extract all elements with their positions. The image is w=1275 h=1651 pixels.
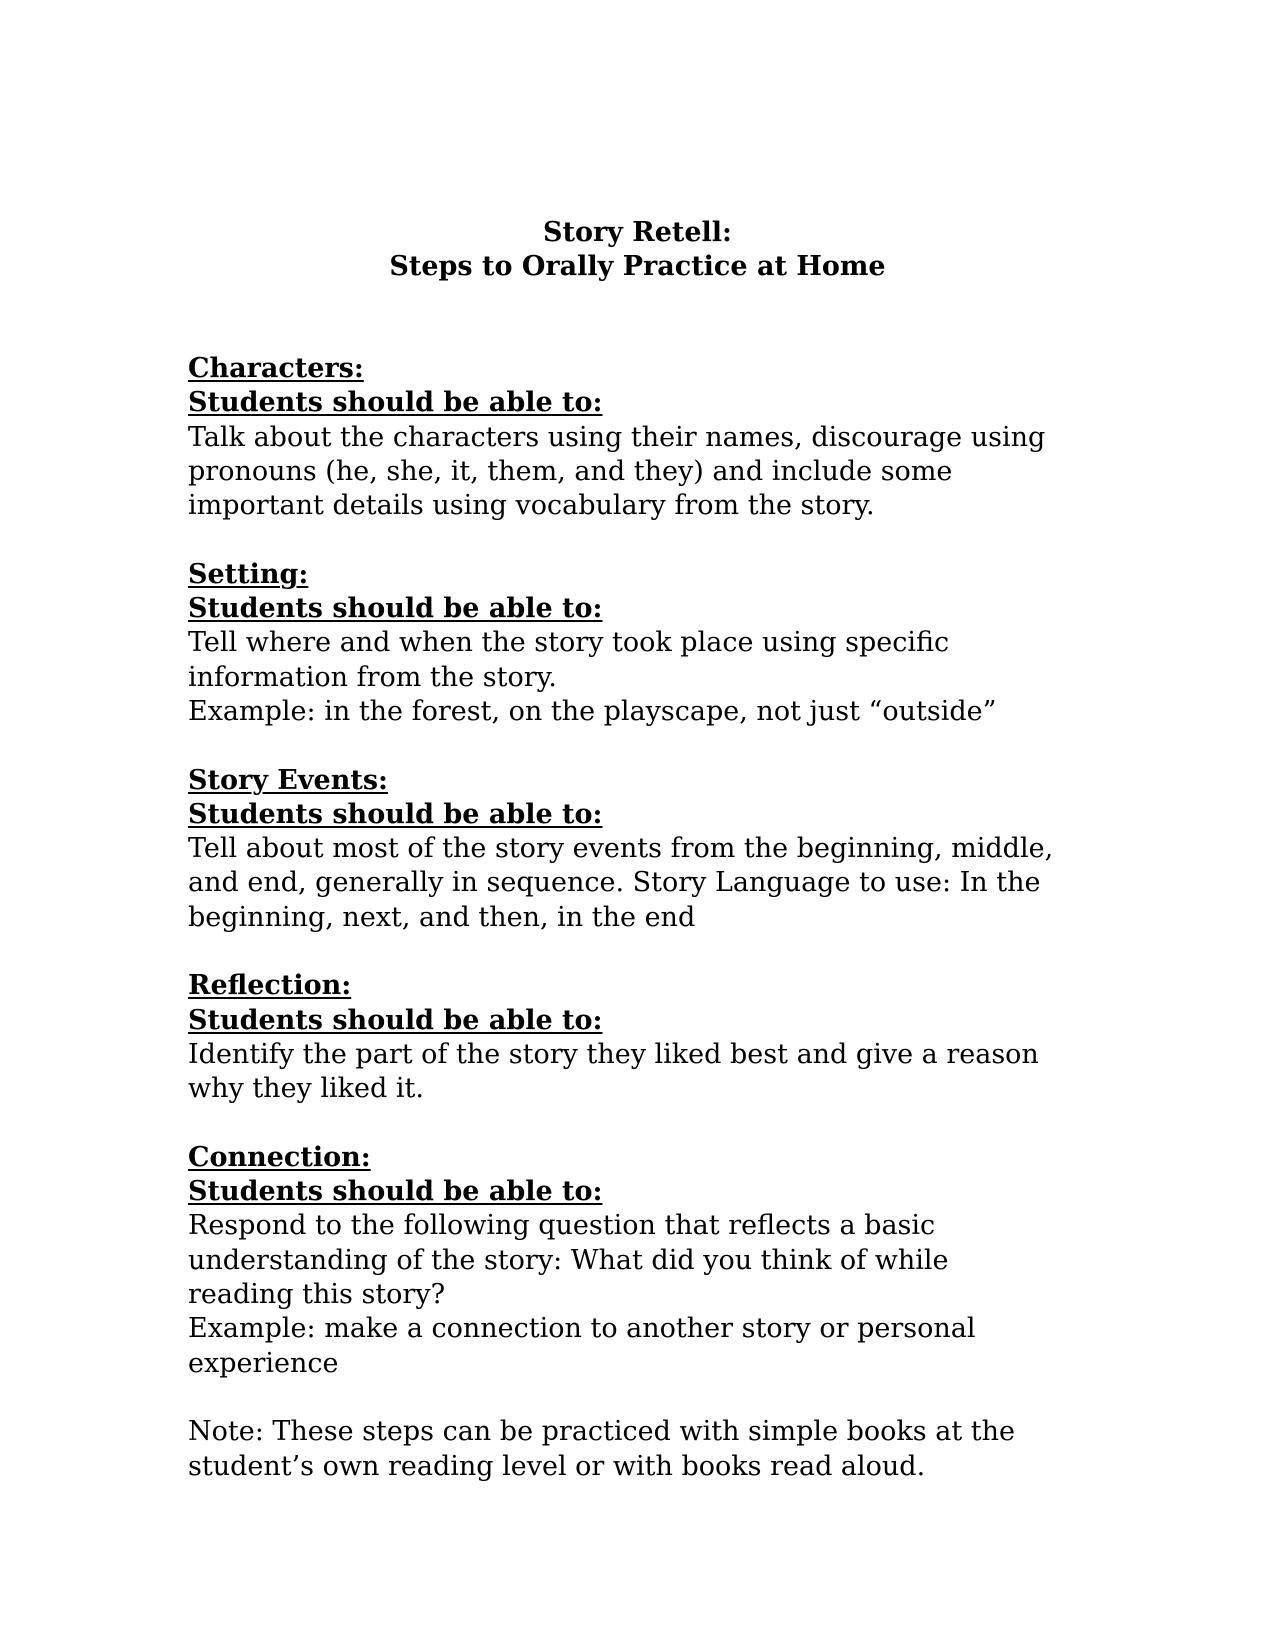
note-line: Note: These steps can be practiced with simple books at the	[188, 1416, 1015, 1448]
section-subheading: Students should be able to:	[188, 593, 603, 625]
body-line: Respond to the following question that reflects a basic	[188, 1210, 936, 1242]
document-title	[0, 216, 1275, 284]
body-line: Example: in the forest, on the playscape, not just “outside”	[188, 695, 997, 727]
body-line: why they liked it.	[188, 1073, 424, 1105]
body-line: beginning, next, and then, in the end	[188, 901, 696, 933]
section-subheading: Students should be able to:	[188, 1176, 603, 1208]
body-line: Tell about most of the story events from the beginning, middle,	[188, 833, 1054, 865]
body-line: Example: make a connection to another story or personal	[188, 1313, 976, 1345]
document-body	[188, 352, 1148, 1518]
section-characters	[188, 352, 1148, 523]
section-heading: Story Events:	[188, 764, 389, 796]
section-reflection	[188, 969, 1148, 1106]
section-subheading: Students should be able to:	[188, 798, 603, 830]
title-line-1: Story Retell:	[542, 217, 733, 248]
body-line: Tell where and when the story took place using specific	[188, 627, 950, 659]
section-setting	[188, 558, 1148, 729]
body-line: Identify the part of the story they liked best and give a reason	[188, 1038, 1039, 1070]
section-heading: Characters:	[188, 353, 364, 384]
body-line: reading this story?	[188, 1279, 446, 1311]
note-paragraph	[188, 1415, 1148, 1484]
section-heading: Connection:	[188, 1141, 371, 1173]
section-story-events	[188, 764, 1148, 935]
title-line-2: Steps to Orally Practice at Home	[389, 251, 886, 282]
body-line: and end, generally in sequence. Story Language to use: In the	[188, 867, 1041, 899]
body-line: experience	[188, 1347, 339, 1379]
note-line: student’s own reading level or with books read aloud.	[188, 1450, 926, 1482]
section-heading: Reflection:	[188, 970, 352, 1002]
body-line: important details using vocabulary from the story.	[188, 490, 875, 522]
section-heading: Setting:	[188, 558, 309, 590]
section-connection	[188, 1141, 1148, 1381]
body-line: understanding of the story: What did you think of while	[188, 1244, 949, 1276]
section-subheading: Students should be able to:	[188, 1004, 603, 1036]
body-line: Talk about the characters using their names, discourage using	[188, 421, 1046, 453]
section-subheading: Students should be able to:	[188, 387, 603, 419]
body-line: information from the story.	[188, 661, 557, 693]
body-line: pronouns (he, she, it, them, and they) and include some	[188, 455, 953, 487]
